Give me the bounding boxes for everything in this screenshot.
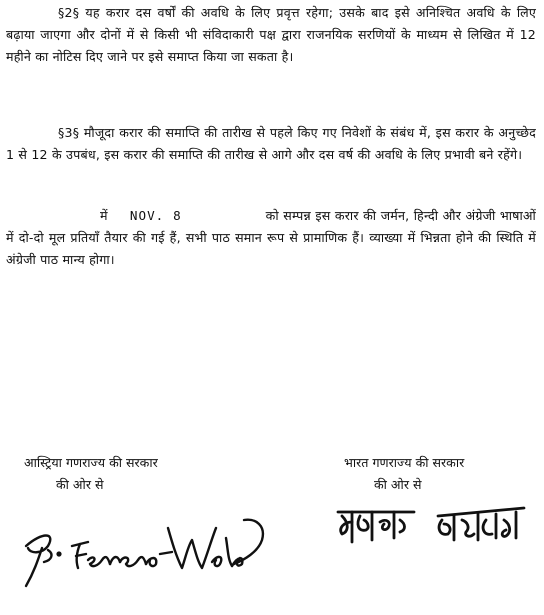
austria-behalf-label: की ओर से — [56, 477, 104, 492]
india-behalf-label: की ओर से — [374, 477, 422, 492]
execution-text: को सम्पन्न इस करार की जर्मन, हिन्दी और अंग्रेजी भाषाओं में दो-दो मूल प्रतियाँ तैयार की गई हैं, सभी पाठ समान रूप से प्रामाणिक हैं। व्याख्या में भिन्नता होने की स्थिति में अंग्रेजी पाठ मान्य होगा। — [6, 208, 536, 267]
india-government-label: भारत गणराज्य की सरकार — [344, 455, 465, 470]
execution-clause — [6, 205, 536, 271]
article-clause-2: §2§ यह करार दस वर्षों की अवधि के लिए प्रवृत्त रहेगा; उसके बाद इसे अनिश्चित अवधि के लिए बढ़ाया जाएगा और दोनों में से किसी भी संविदाकारी पक्ष द्वारा राजनयिक सरणियों के माध्यम से लिखित में 12 महीने का नोटिस दिए जाने पर इसे समाप्त किया जा सकता है। — [6, 5, 536, 64]
execution-date: NOV. 8 — [129, 208, 182, 223]
execution-place: में — [100, 208, 108, 223]
austria-government-label: आस्ट्रिया गणराज्य की सरकार — [24, 455, 158, 470]
austria-signature — [12, 498, 282, 588]
india-signature — [330, 498, 530, 558]
austria-signatory-block — [24, 452, 158, 496]
article-clause-3: §3§ मौजूदा करार की समाप्ति की तारीख से पहले किए गए निवेशों के संबंध में, इस करार के अनुच्छेद 1 से 12 के उपबंध, इस करार की समाप्ति की तारीख से आगे और दस वर्ष की अवधि के लिए प्रभावी बने रहेंगे। — [6, 125, 536, 162]
india-signatory-block — [344, 452, 464, 496]
